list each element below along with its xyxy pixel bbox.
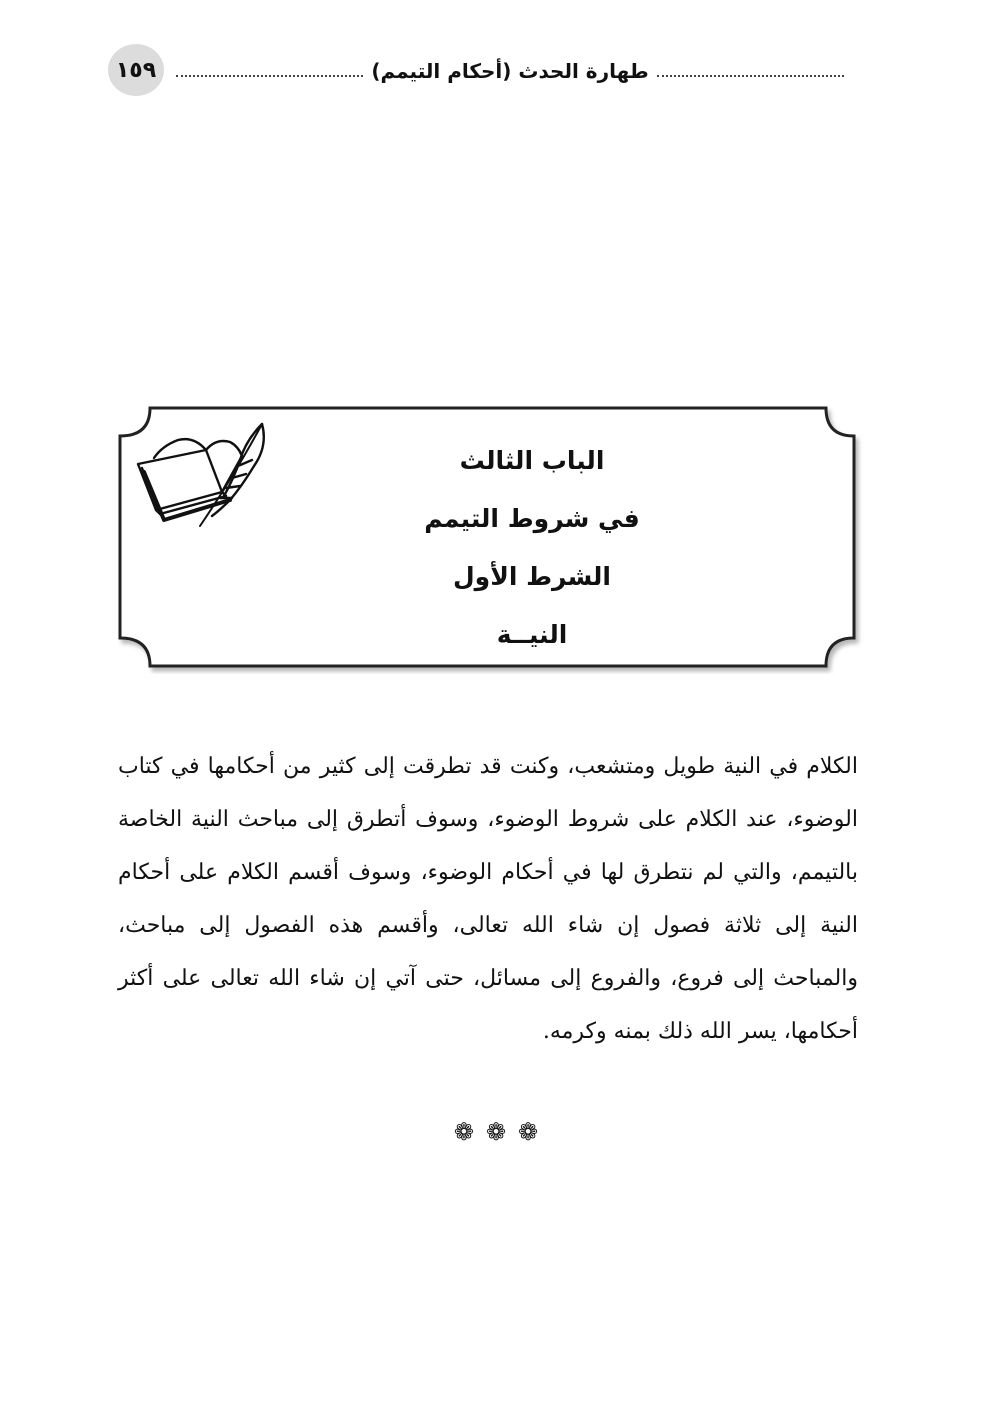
body-paragraph: الكلام في النية طويل ومتشعب، وكنت قد تطرقت إلى كثير من أحكامها في كتاب الوضوء، عند الكلام على شروط الوضوء، وسوف أتطرق إلى مباحث النية الخاصة بالتيمم، والتي لم نتطرق لها في أحكام الوضوء، وسوف أقسم الكلام على أحكام النية إلى ثلاثة فصول إن شاء الله تعالى، وأقسم هذه الفصول إلى مباحث، والمباحث إلى فروع، والفروع إلى مسائل، حتى آتي إن شاء الله تعالى على أكثر أحكامها، يسر الله ذلك بمنه وكرمه. [118, 754, 858, 1044]
chapter-title-box [112, 402, 868, 674]
chapter-headings [372, 432, 692, 664]
chapter-subtitle: في شروط التيمم [424, 504, 640, 533]
running-title: طهارة الحدث (أحكام التيمم) [371, 59, 649, 83]
condition-name: النيــة [496, 620, 568, 649]
book-and-quill-icon [134, 416, 274, 532]
condition-title: الشرط الأول [452, 562, 612, 591]
page-number: ١٥٩ [108, 44, 164, 96]
header-dots-right [657, 75, 844, 77]
chapter-title: الباب الثالث [459, 446, 605, 475]
running-header [176, 56, 844, 86]
section-end-ornaments: ❁❁❁ [453, 1118, 551, 1146]
header-dots-left [176, 75, 363, 77]
